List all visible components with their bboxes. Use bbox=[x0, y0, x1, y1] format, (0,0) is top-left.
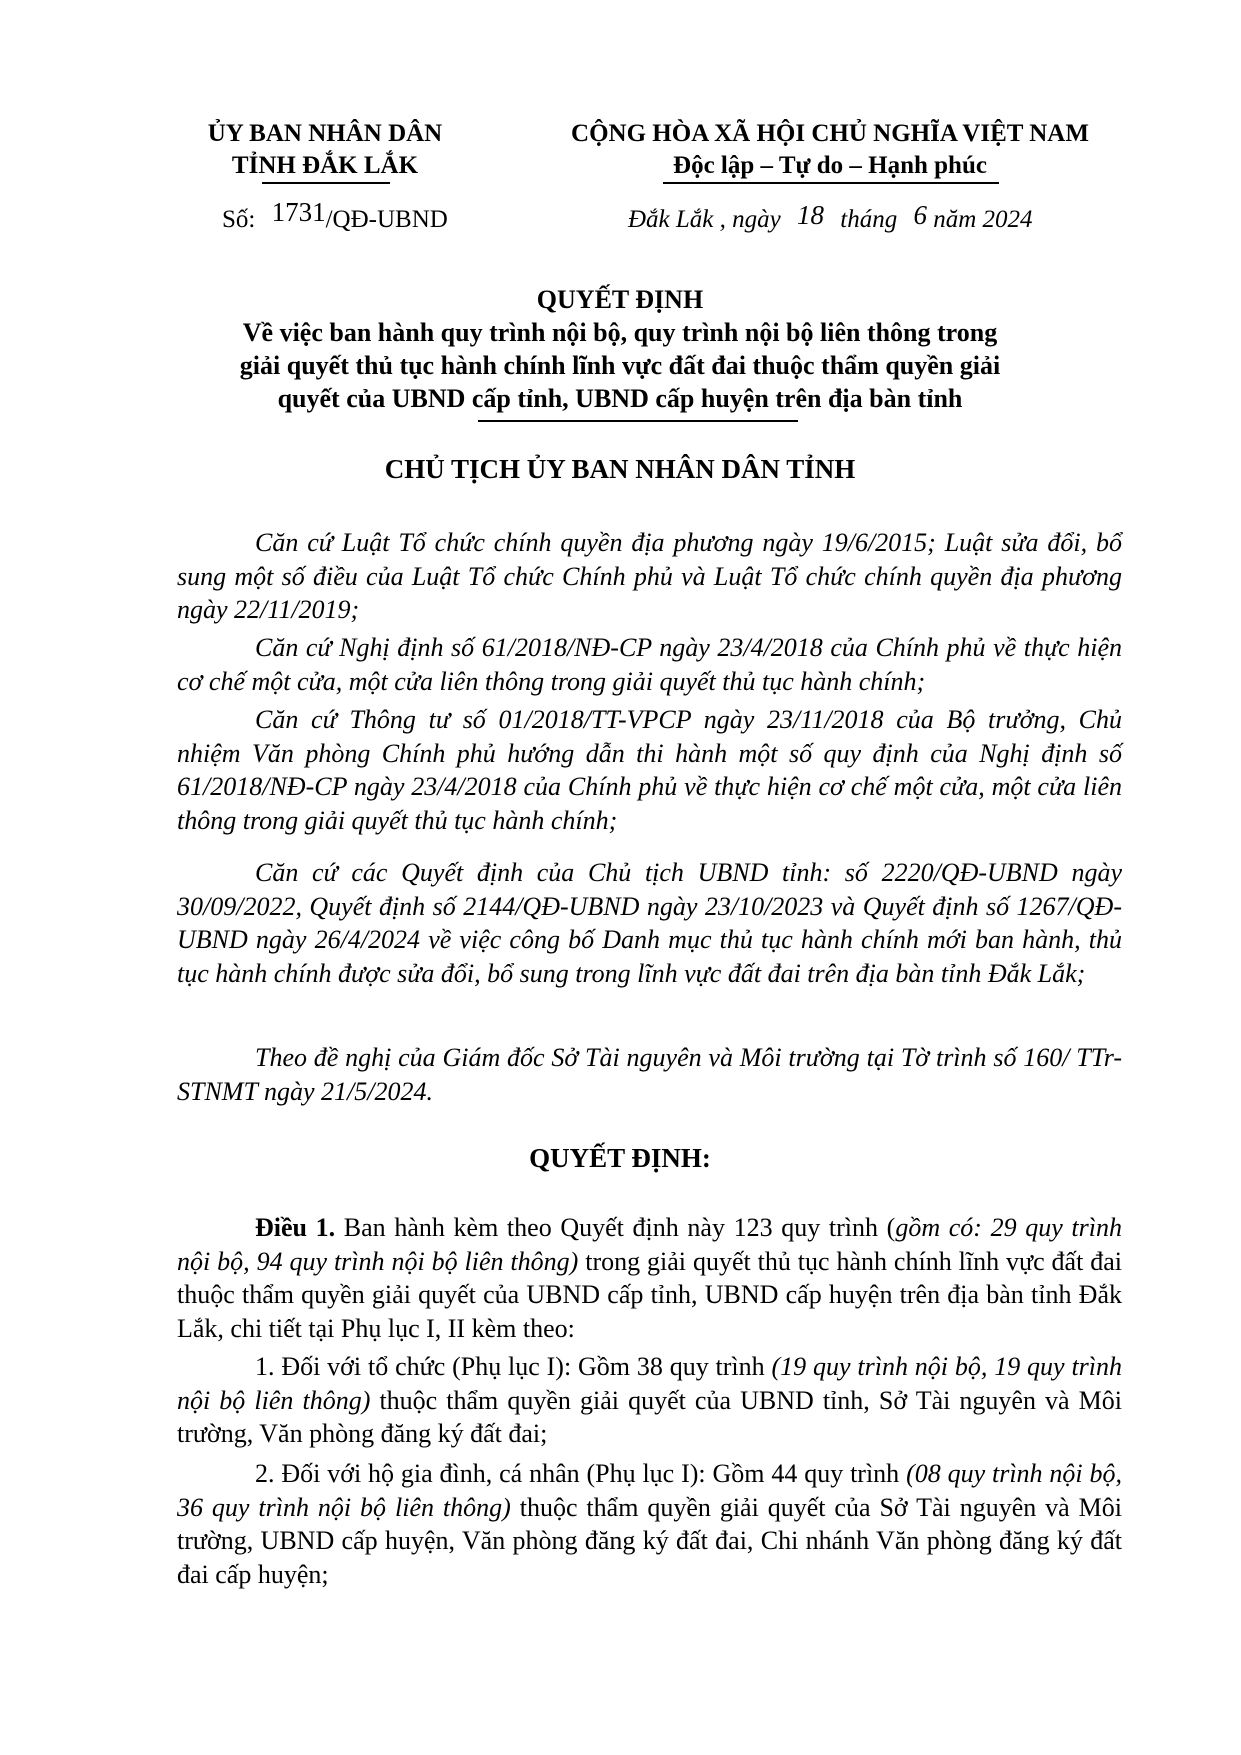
agency-name bbox=[195, 118, 455, 182]
national-name: CỘNG HÒA XÃ HỘI CHỦ NGHĨA VIỆT NAM bbox=[571, 120, 1089, 147]
decision-heading: QUYẾT ĐỊNH bbox=[536, 285, 704, 314]
preamble-paragraph: Căn cứ Thông tư số 01/2018/TT-VPCP ngày 23/11/2018 của Bộ trưởng, Chủ nhiệm Văn phòng Chính phủ hướng dẫn thi hành một số quy định của Nghị định số 61/2018/NĐ-CP ngày 23/4/2018 của Chính phủ về thực hiện cơ chế một cửa, một cửa liên thông trong giải quyết thủ tục hành chính; bbox=[177, 705, 1122, 835]
subject-line-2: giải quyết thủ tục hành chính lĩnh vực đất đai thuộc thẩm quyền giải bbox=[239, 351, 1001, 380]
date-day: 18 bbox=[797, 200, 824, 230]
date-month: 6 bbox=[913, 200, 927, 230]
agency-line-2: TỈNH ĐẮK LẮK bbox=[231, 152, 419, 179]
subject-underline bbox=[478, 420, 798, 422]
preamble-paragraph: Căn cứ các Quyết định của Chủ tịch UBND tỉnh: số 2220/QĐ-UBND ngày 30/09/2022, Quyết định số 2144/QĐ-UBND ngày 23/10/2023 và Quyết định số 1267/QĐ-UBND ngày 26/4/2024 về việc công bố Danh mục thủ tục hành chính mới ban hành, thủ tục hành chính được sửa đổi, bổ sung trong lĩnh vực đất đai trên địa bàn tỉnh Đắk Lắk; bbox=[177, 858, 1122, 988]
date-year: năm 2024 bbox=[933, 206, 1033, 233]
date-place: Đắk Lắk , ngày bbox=[628, 206, 781, 233]
subject-line-3: quyết của UBND cấp tỉnh, UBND cấp huyện trên địa bàn tỉnh bbox=[277, 384, 963, 413]
decision-section-heading: QUYẾT ĐỊNH: bbox=[529, 1143, 711, 1173]
article-1-text-b: trong giải quyết thủ tục hành chính lĩnh vực đất đai thuộc thẩm quyền giải quyết của UBND cấp tỉnh, UBND cấp huyện trên địa bàn tỉnh Đắk Lắk, chi tiết tại Phụ lục I, II kèm theo: bbox=[177, 1246, 1123, 1343]
article-1 bbox=[177, 1211, 1122, 1345]
motto-line: Độc lập – Tự do – Hạnh phúc bbox=[673, 152, 987, 179]
article-item bbox=[177, 1457, 1122, 1591]
subject-line-1: Về việc ban hành quy trình nội bộ, quy trình nội bộ liên thông trong bbox=[242, 318, 998, 347]
so-number: 1731 bbox=[271, 197, 326, 227]
item-suffix: thuộc thẩm quyền giải quyết của UBND tỉnh, Sở Tài nguyên và Môi trường, Văn phòng đăng ký đất đai; bbox=[177, 1385, 1123, 1448]
preamble-paragraph: Căn cứ Nghị định số 61/2018/NĐ-CP ngày 23/4/2018 của Chính phủ về thực hiện cơ chế một cửa, một cửa liên thông trong giải quyết thủ tục hành chính; bbox=[177, 633, 1122, 696]
article-item bbox=[177, 1350, 1122, 1451]
authority-heading: CHỦ TỊCH ỦY BAN NHÂN DÂN TỈNH bbox=[384, 454, 856, 484]
document-number bbox=[222, 197, 448, 234]
item-prefix: 1. Đối với tổ chức (Phụ lục I): Gồm 38 quy trình bbox=[255, 1352, 772, 1381]
preamble-paragraph: Theo đề nghị của Giám đốc Sở Tài nguyên và Môi trường tại Tờ trình số 160/ TTr-STNMT ngày 21/5/2024. bbox=[177, 1043, 1122, 1106]
date-month-label: tháng bbox=[840, 206, 898, 233]
so-suffix: /QĐ-UBND bbox=[325, 206, 448, 233]
national-motto bbox=[560, 118, 1100, 182]
item-italic: (19 quy trình nội bộ, 19 quy trình nội bộ liên thông) bbox=[177, 1352, 1123, 1415]
agency-underline bbox=[262, 182, 390, 184]
article-1-label: Điều 1. bbox=[255, 1213, 336, 1242]
so-label: Số: bbox=[222, 206, 256, 233]
item-prefix: 2. Đối với hộ gia đình, cá nhân (Phụ lục I): Gồm 44 quy trình bbox=[255, 1459, 907, 1488]
agency-line-1: ỦY BAN NHÂN DÂN bbox=[207, 120, 443, 147]
preamble-paragraph: Căn cứ Luật Tổ chức chính quyền địa phương ngày 19/6/2015; Luật sửa đổi, bổ sung một số điều của Luật Tổ chức Chính phủ và Luật Tổ chức chính quyền địa phương ngày 22/11/2019; bbox=[177, 528, 1122, 624]
date-line bbox=[628, 200, 1033, 234]
item-italic: (08 quy trình nội bộ, 36 quy trình nội bộ liên thông) bbox=[177, 1459, 1123, 1522]
item-suffix: thuộc thẩm quyền giải quyết của Sở Tài nguyên và Môi trường, UBND cấp huyện, Văn phòng đăng ký đất đai, Chi nhánh Văn phòng đăng ký đất đai cấp huyện; bbox=[177, 1492, 1122, 1589]
motto-underline bbox=[663, 182, 999, 184]
decision-title bbox=[120, 283, 1120, 415]
article-1-text-a: Ban hành kèm theo Quyết định này 123 quy trình ( bbox=[335, 1213, 896, 1242]
article-1-text-italic: gồm có: 29 quy trình nội bộ, 94 quy trình nội bộ liên thông) bbox=[177, 1213, 1122, 1276]
